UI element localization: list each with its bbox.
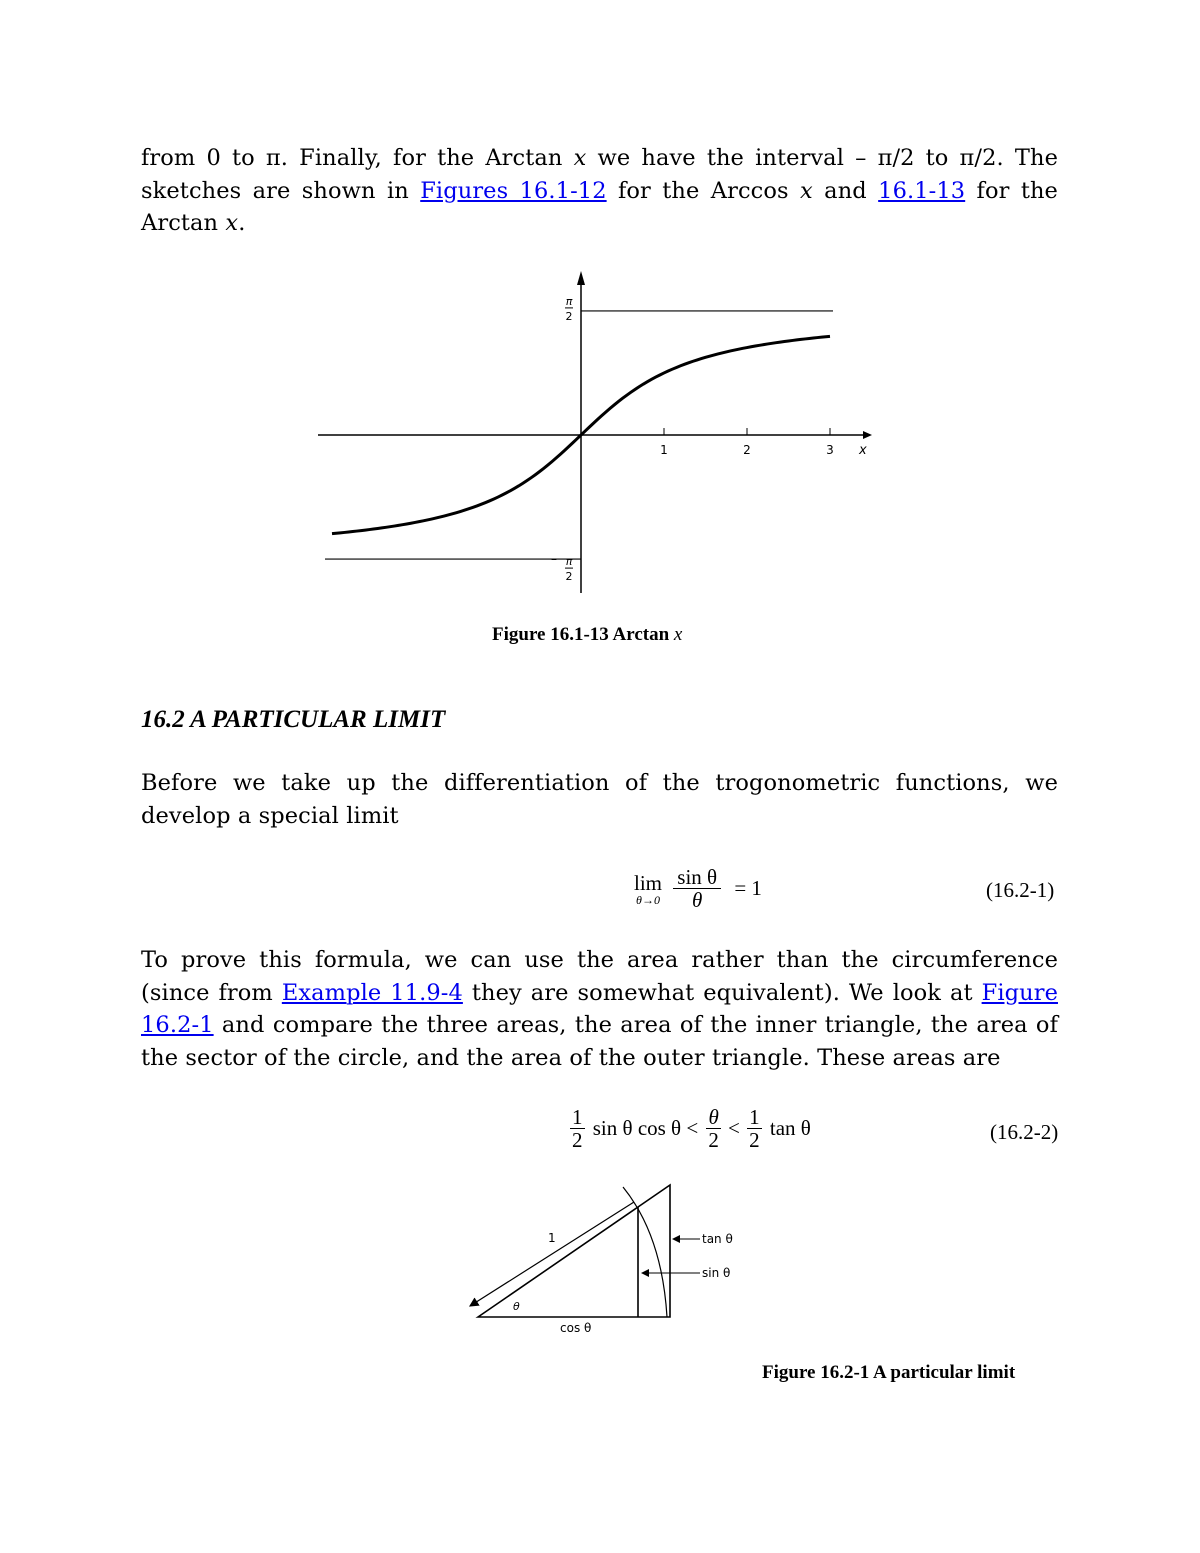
arctan-chart	[300, 265, 900, 605]
label-sin-theta: sin θ	[702, 1266, 731, 1280]
x-tick-label-3: 3	[826, 443, 834, 457]
x-tick-label-2: 2	[743, 443, 751, 457]
radius-arrow	[470, 1202, 634, 1306]
paragraph-intro: from 0 to π. Finally, for the Arctan x we have the interval – π/2 to π/2. The sketches are shown in Figures 16.1-12 for the Arccos x and 16.1-13 for the Arctan x.	[141, 145, 1059, 237]
y-tick-bottom-den: 2	[565, 570, 573, 584]
x-axis-label: x	[859, 443, 867, 458]
label-cos-theta: cos θ	[560, 1321, 592, 1335]
label-one: 1	[548, 1231, 556, 1245]
link-figures-16-1-12[interactable]: Figures 16.1-12	[420, 177, 607, 204]
link-example-11-9-4[interactable]: Example 11.9-4	[281, 979, 463, 1006]
y-tick-bottom-minus: –	[551, 552, 557, 567]
figure-caption-limit: Figure 16.2-1 A particular limit	[762, 1362, 1016, 1383]
fraction-theta-half: $\frac{\theta}{2}$	[708, 1105, 719, 1152]
y-tick-bottom	[551, 552, 573, 583]
limit-operator: lim θ→0	[634, 870, 663, 907]
equation-16-2-2: $\frac{1}{2}$ sin θ cos θ < $\frac{\theta}{2}$ < $\frac{1}{2}$ tan θ	[572, 1105, 811, 1152]
y-tick-bottom-num: π	[565, 555, 573, 569]
x-tick-label-1: 1	[660, 443, 668, 457]
fraction-one-half-a: $\frac{1}{2}$	[572, 1105, 583, 1152]
y-tick-top-num: π	[565, 294, 573, 308]
unit-circle-arc	[623, 1187, 667, 1317]
outer-triangle	[478, 1185, 670, 1317]
paragraph-limit-intro: Before we take up the differentiation of the trogonometric functions, we develop a special limit	[141, 770, 1058, 829]
y-axis-arrowhead	[577, 271, 585, 285]
fraction-one-half-b: $\frac{1}{2}$	[749, 1105, 760, 1152]
equation-number-16-2-2: (16.2-2)	[990, 1120, 1059, 1144]
tick-group	[660, 428, 834, 457]
label-tan-theta: tan θ	[702, 1232, 733, 1246]
figure-caption-arctan: Figure 16.1-13 Arctan x	[492, 624, 683, 645]
link-figure-16-2-1[interactable]: Figure 16.2-1	[141, 979, 1058, 1039]
y-tick-top-den: 2	[565, 309, 573, 323]
label-theta: θ	[513, 1300, 520, 1313]
y-tick-top	[565, 295, 573, 323]
section-heading: 16.2 A PARTICULAR LIMIT	[141, 706, 446, 733]
chart-axes	[318, 271, 872, 593]
triangle-diagram	[460, 1180, 760, 1360]
limit-fraction: $\frac{\text{sin θ}}{\theta}$	[673, 866, 721, 911]
equation-16-2-1: lim θ→0 $\frac{\text{sin θ}}{\theta}$ = 1	[634, 865, 762, 912]
x-axis-arrowhead	[863, 431, 872, 439]
equation-number-16-2-1: (16.2-1)	[986, 878, 1055, 902]
paragraph-proof: To prove this formula, we can use the area rather than the circumference (since from Example 11.9-4 they are somewhat equivalent). We look at Figure 16.2-1 and compare the three areas, the area of the inner triangle, the area of the sector of the circle, and the area of the outer triangle. These areas are	[141, 947, 1058, 1071]
link-figure-16-1-13[interactable]: 16.1-13	[878, 177, 966, 204]
